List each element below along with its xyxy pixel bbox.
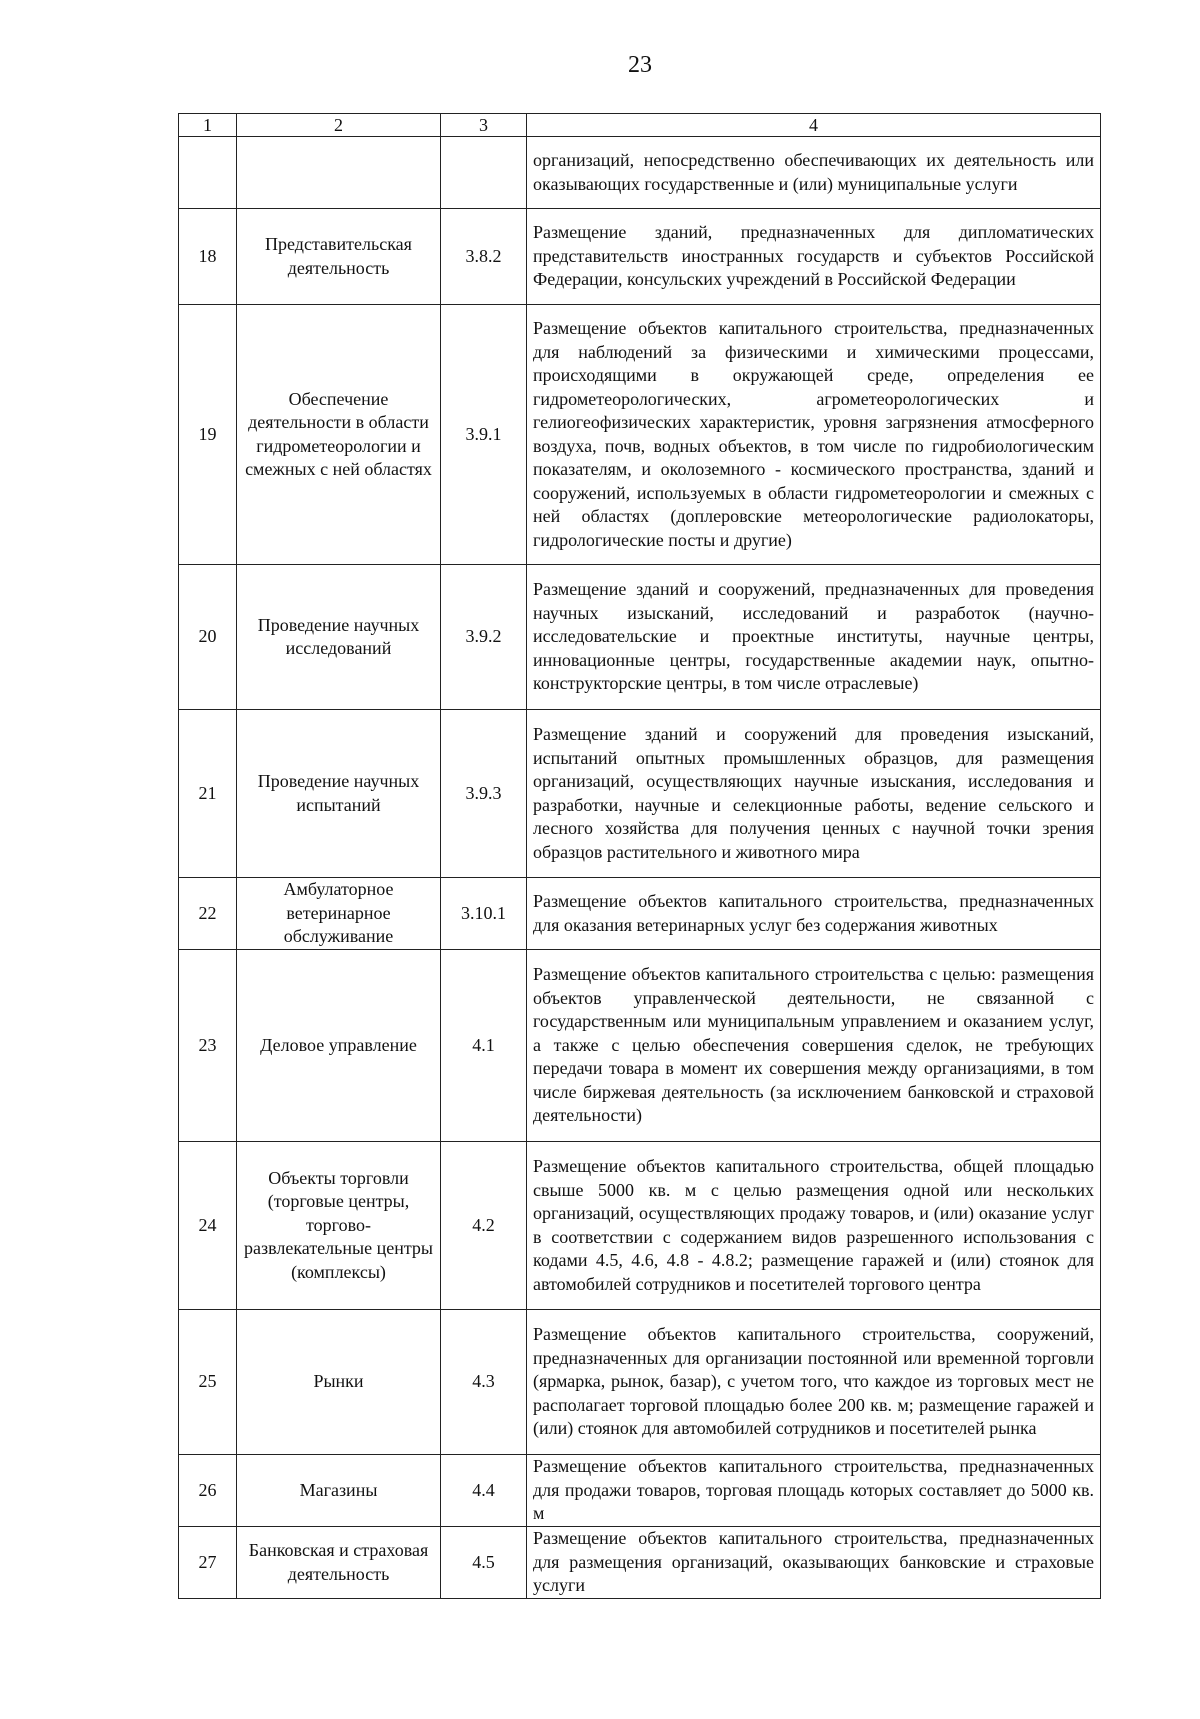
row-number: 26 [179, 1455, 237, 1527]
table-row [179, 1310, 1101, 1455]
use-type-name: Объекты торговли (торговые центры, торгово-развлекательные центры (комплексы) [237, 1142, 441, 1310]
use-type-description: Размещение объектов капитального строительства, предназначенных для продажи товаров, торговая площадь которых составляет до 5000 кв. м [527, 1455, 1101, 1527]
column-header-3: 3 [441, 114, 527, 137]
use-type-code: 3.10.1 [441, 878, 527, 950]
table-row [179, 1527, 1101, 1599]
table-row [179, 565, 1101, 710]
use-type-name [237, 137, 441, 209]
table-row [179, 209, 1101, 305]
use-type-name: Проведение научных испытаний [237, 710, 441, 878]
use-type-name: Проведение научных исследований [237, 565, 441, 710]
use-type-description: Размещение зданий и сооружений для проведения изысканий, испытаний опытных промышленных образцов, для размещения организаций, осуществляющих научные изыскания, исследования и разработки, научные и селекционные работы, ведение сельского и лесного хозяйства для получения ценных с научной точки зрения образцов растительного и животного мира [527, 710, 1101, 878]
use-type-code: 4.4 [441, 1455, 527, 1527]
use-type-name: Амбулаторное ветеринарное обслуживание [237, 878, 441, 950]
use-type-code [441, 137, 527, 209]
use-type-description: Размещение объектов капитального строительства, общей площадью свыше 5000 кв. м с целью размещения одной или нескольких организаций, осуществляющих продажу товаров, и (или) оказание услуг в соответствии с содержанием видов разрешенного использования с кодами 4.5, 4.6, 4.8 - 4.8.2; размещение гаражей и (или) стоянок для автомобилей сотрудников и посетителей торгового центра [527, 1142, 1101, 1310]
table-row [179, 137, 1101, 209]
column-header-1: 1 [179, 114, 237, 137]
page-number: 23 [628, 52, 652, 78]
row-number: 18 [179, 209, 237, 305]
row-number: 27 [179, 1527, 237, 1599]
use-type-code: 3.9.2 [441, 565, 527, 710]
use-type-description: Размещение зданий и сооружений, предназначенных для проведения научных изысканий, исследований и разработок (научно-исследовательские и проектные институты, научные центры, инновационные центры, государственные академии наук, опытно-конструкторские центры, в том числе отраслевые) [527, 565, 1101, 710]
use-type-code: 4.1 [441, 950, 527, 1142]
table-row [179, 1455, 1101, 1527]
use-type-code: 4.2 [441, 1142, 527, 1310]
row-number: 25 [179, 1310, 237, 1455]
use-type-name: Представительская деятельность [237, 209, 441, 305]
row-number: 21 [179, 710, 237, 878]
use-type-description: Размещение объектов капитального строительства с целью: размещения объектов управленческой деятельности, не связанной с государственным или муниципальным управлением и оказанием услуг, а также с целью обеспечения совершения сделок, не требующих передачи товара в момент их совершения между организациями, в том числе биржевая деятельность (за исключением банковской и страховой деятельности) [527, 950, 1101, 1142]
use-type-code: 3.9.1 [441, 305, 527, 565]
row-number: 19 [179, 305, 237, 565]
table-row [179, 878, 1101, 950]
use-type-description: Размещение объектов капитального строительства, предназначенных для размещения организаций, оказывающих банковские и страховые услуги [527, 1527, 1101, 1599]
column-header-4: 4 [527, 114, 1101, 137]
use-type-description: Размещение объектов капитального строительства, предназначенных для наблюдений за физическими и химическими процессами, происходящими в окружающей среде, определения ее гидрометеорологических, агрометеорологических и гелиогеофизических характеристик, уровня загрязнения атмосферного воздуха, почв, водных объектов, в том числе по гидробиологическим показателям, и околоземного - космического пространства, зданий и сооружений, используемых в области гидрометеорологии и смежных с ней областях (доплеровские метеорологические радиолокаторы, гидрологические посты и другие) [527, 305, 1101, 565]
use-type-name: Банковская и страховая деятельность [237, 1527, 441, 1599]
row-number: 22 [179, 878, 237, 950]
table-row [179, 710, 1101, 878]
table-row [179, 1142, 1101, 1310]
use-type-name: Магазины [237, 1455, 441, 1527]
land-use-table [178, 113, 1101, 1599]
use-type-description: Размещение объектов капитального строительства, сооружений, предназначенных для организации постоянной или временной торговли (ярмарка, рынок, базар), с учетом того, что каждое из торговых мест не располагает торговой площадью более 200 кв. м; размещение гаражей и (или) стоянок для автомобилей сотрудников и посетителей рынка [527, 1310, 1101, 1455]
row-number: 20 [179, 565, 237, 710]
table-header-row [179, 114, 1101, 137]
table-row [179, 950, 1101, 1142]
use-type-code: 4.5 [441, 1527, 527, 1599]
use-type-code: 3.9.3 [441, 710, 527, 878]
table-row [179, 305, 1101, 565]
row-number: 24 [179, 1142, 237, 1310]
use-type-description: организаций, непосредственно обеспечивающих их деятельность или оказывающих государственные и (или) муниципальные услуги [527, 137, 1101, 209]
use-type-code: 4.3 [441, 1310, 527, 1455]
row-number: 23 [179, 950, 237, 1142]
column-header-2: 2 [237, 114, 441, 137]
use-type-code: 3.8.2 [441, 209, 527, 305]
use-type-name: Рынки [237, 1310, 441, 1455]
use-type-name: Деловое управление [237, 950, 441, 1142]
use-type-description: Размещение объектов капитального строительства, предназначенных для оказания ветеринарных услуг без содержания животных [527, 878, 1101, 950]
row-number [179, 137, 237, 209]
use-type-description: Размещение зданий, предназначенных для дипломатических представительств иностранных государств и субъектов Российской Федерации, консульских учреждений в Российской Федерации [527, 209, 1101, 305]
use-type-name: Обеспечение деятельности в области гидрометеорологии и смежных с ней областях [237, 305, 441, 565]
